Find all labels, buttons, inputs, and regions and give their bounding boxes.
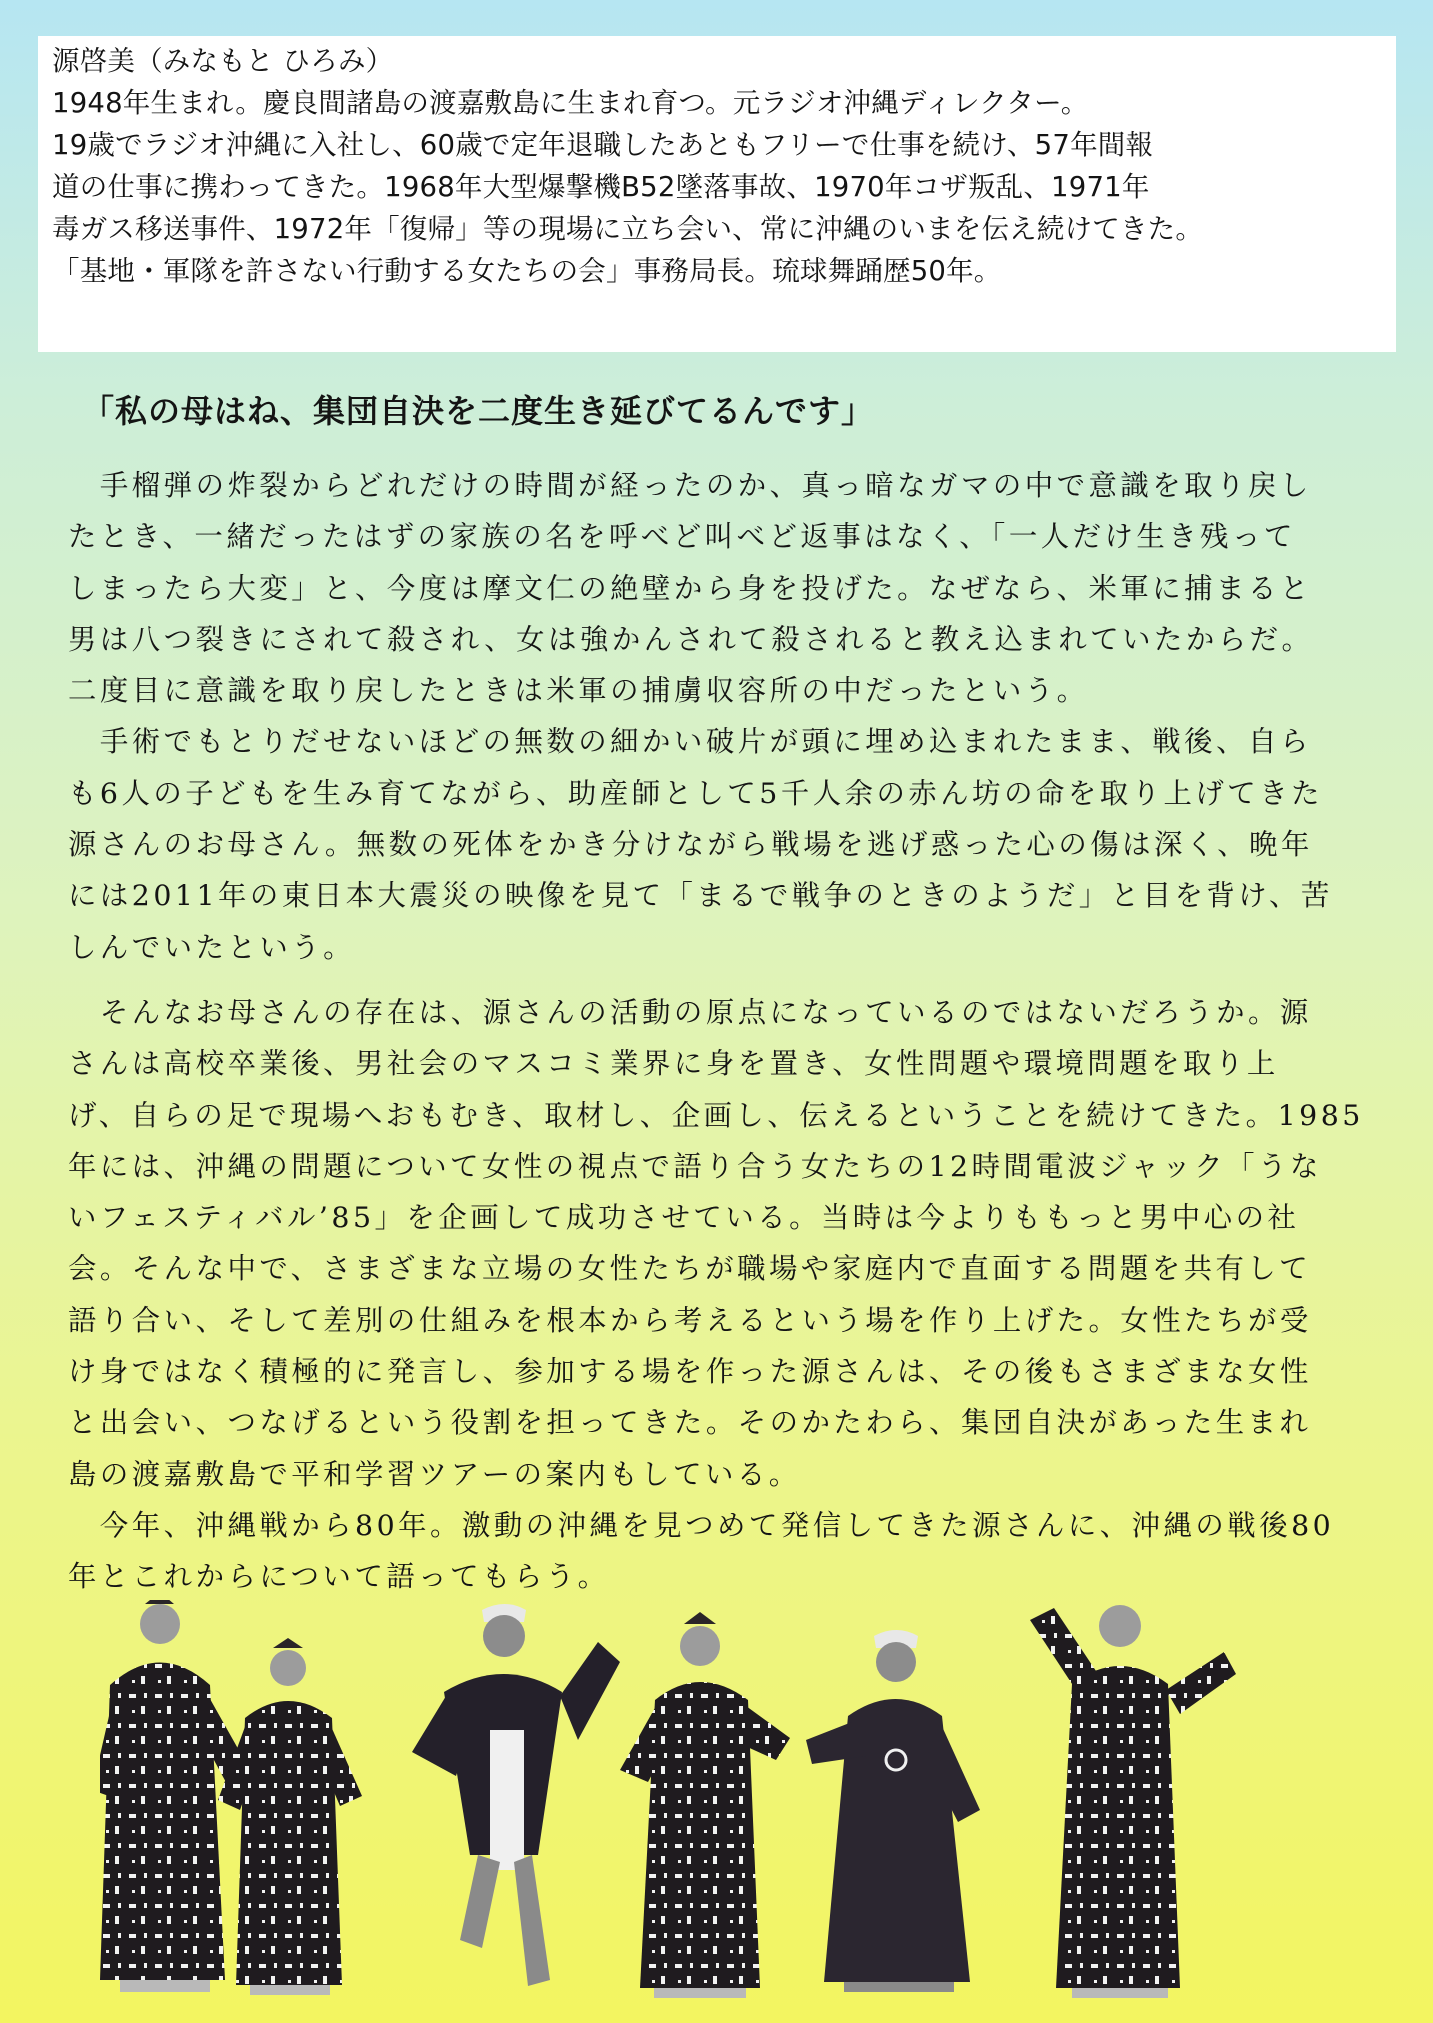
text-line: さんは高校卒業後、男社会のマスコミ業界に身を置き、女性問題や環境問題を取り上 [68, 1047, 1279, 1081]
article-heading: 「私の母はね、集団自決を二度生き延びてるんです」 [82, 392, 875, 430]
article-body [68, 460, 1378, 1603]
paragraph-3 [68, 987, 1378, 1500]
dancer-figure [412, 1604, 620, 1986]
text-line: げ、自らの足で現場へおもむき、取材し、企画し、伝えるということを続けてきた。1985 [68, 1098, 1364, 1132]
paragraph-gap [68, 973, 1378, 987]
text-line: 島の渡嘉敷島で平和学習ツアーの案内もしている。 [68, 1457, 801, 1491]
text-line: 語り合い、そして差別の仕組みを根本から考えるという場を作り上げた。女性たちが受 [68, 1303, 1312, 1337]
text-line: しんでいたという。 [68, 930, 356, 964]
text-line: 年には、沖縄の問題について女性の視点で語り合う女たちの12時間電波ジャック「うな [68, 1149, 1322, 1183]
profile-box [38, 36, 1396, 352]
text-line: 会。そんな中で、さまざまな立場の女性たちが職場や家庭内で直面する問題を共有して [68, 1252, 1312, 1286]
dancer-figure [620, 1612, 790, 1998]
text-line: も6人の子どもを生み育てながら、助産師として5千人余の赤ん坊の命を取り上げてきた [68, 776, 1323, 810]
text-line: 男は八つ裂きにされて殺され、女は強かんされて殺されると教え込まれていたからだ。 [68, 622, 1314, 656]
dancer-figure [806, 1630, 980, 1992]
text-line: しまったら大変」と、今度は摩文仁の絶壁から身を投げた。なぜなら、米軍に捕まると [68, 571, 1312, 605]
profile-line: 道の仕事に携わってきた。1968年大型爆撃機B52墜落事故、1970年コザ叛乱、1971年 [52, 171, 1150, 203]
text-line: 二度目に意識を取り戻したときは米軍の捕虜収容所の中だったという。 [68, 674, 1089, 708]
ryukyu-dancers-photo [100, 1600, 1400, 2000]
dancer-figure [218, 1638, 362, 1995]
dancer-figure [1030, 1600, 1236, 1998]
profile-line: 19歳でラジオ沖縄に入社し、60歳で定年退職したあともフリーで仕事を続け、57年間報 [52, 129, 1154, 161]
text-line: と出会い、つなげるという役割を担ってきた。そのかたわら、集団自決があった生まれ [68, 1406, 1312, 1440]
text-line: 手術でもとりだせないほどの無数の細かい破片が頭に埋め込まれたまま、戦後、自ら [68, 725, 1312, 759]
text-line: 年とこれからについて語ってもらう。 [68, 1560, 610, 1594]
profile-line: 「基地・軍隊を許さない行動する女たちの会」事務局長。琉球舞踊歴50年。 [52, 255, 1002, 287]
text-line: 今年、沖縄戦から80年。激動の沖縄を見つめて発信してきた源さんに、沖縄の戦後80 [68, 1508, 1335, 1542]
text-line: たとき、一緒だったはずの家族の名を呼べど叫べど返事はなく、「一人だけ生き残って [68, 520, 1296, 554]
paragraph-2 [68, 716, 1378, 972]
text-line: 手榴弾の炸裂からどれだけの時間が経ったのか、真っ暗なガマの中で意識を取り戻し [68, 469, 1312, 502]
paragraph-1 [68, 460, 1378, 716]
text-line: には2011年の東日本大震災の映像を見て「まるで戦争のときのようだ」と目を背け、苦 [68, 879, 1333, 913]
text-line: 源さんのお母さん。無数の死体をかき分けながら戦場を逃げ惑った心の傷は深く、晩年 [68, 828, 1313, 862]
profile-name: 源啓美（みなもと ひろみ） [52, 45, 394, 77]
paragraph-4 [68, 1500, 1378, 1603]
profile-line: 1948年生まれ。慶良間諸島の渡嘉敷島に生まれ育つ。元ラジオ沖縄ディレクター。 [52, 87, 1089, 119]
profile-line: 毒ガス移送事件、1972年「復帰」等の現場に立ち会い、常に沖縄のいまを伝え続けてきた。 [52, 213, 1204, 245]
text-line: いフェスティバル’85」を企画して成功させている。当時は今よりももっと男中心の社 [68, 1201, 1300, 1235]
text-line: け身ではなく積極的に発言し、参加する場を作った源さんは、その後もさまざまな女性 [68, 1355, 1312, 1389]
text-line: そんなお母さんの存在は、源さんの活動の原点になっているのではないだろうか。源 [68, 995, 1312, 1029]
